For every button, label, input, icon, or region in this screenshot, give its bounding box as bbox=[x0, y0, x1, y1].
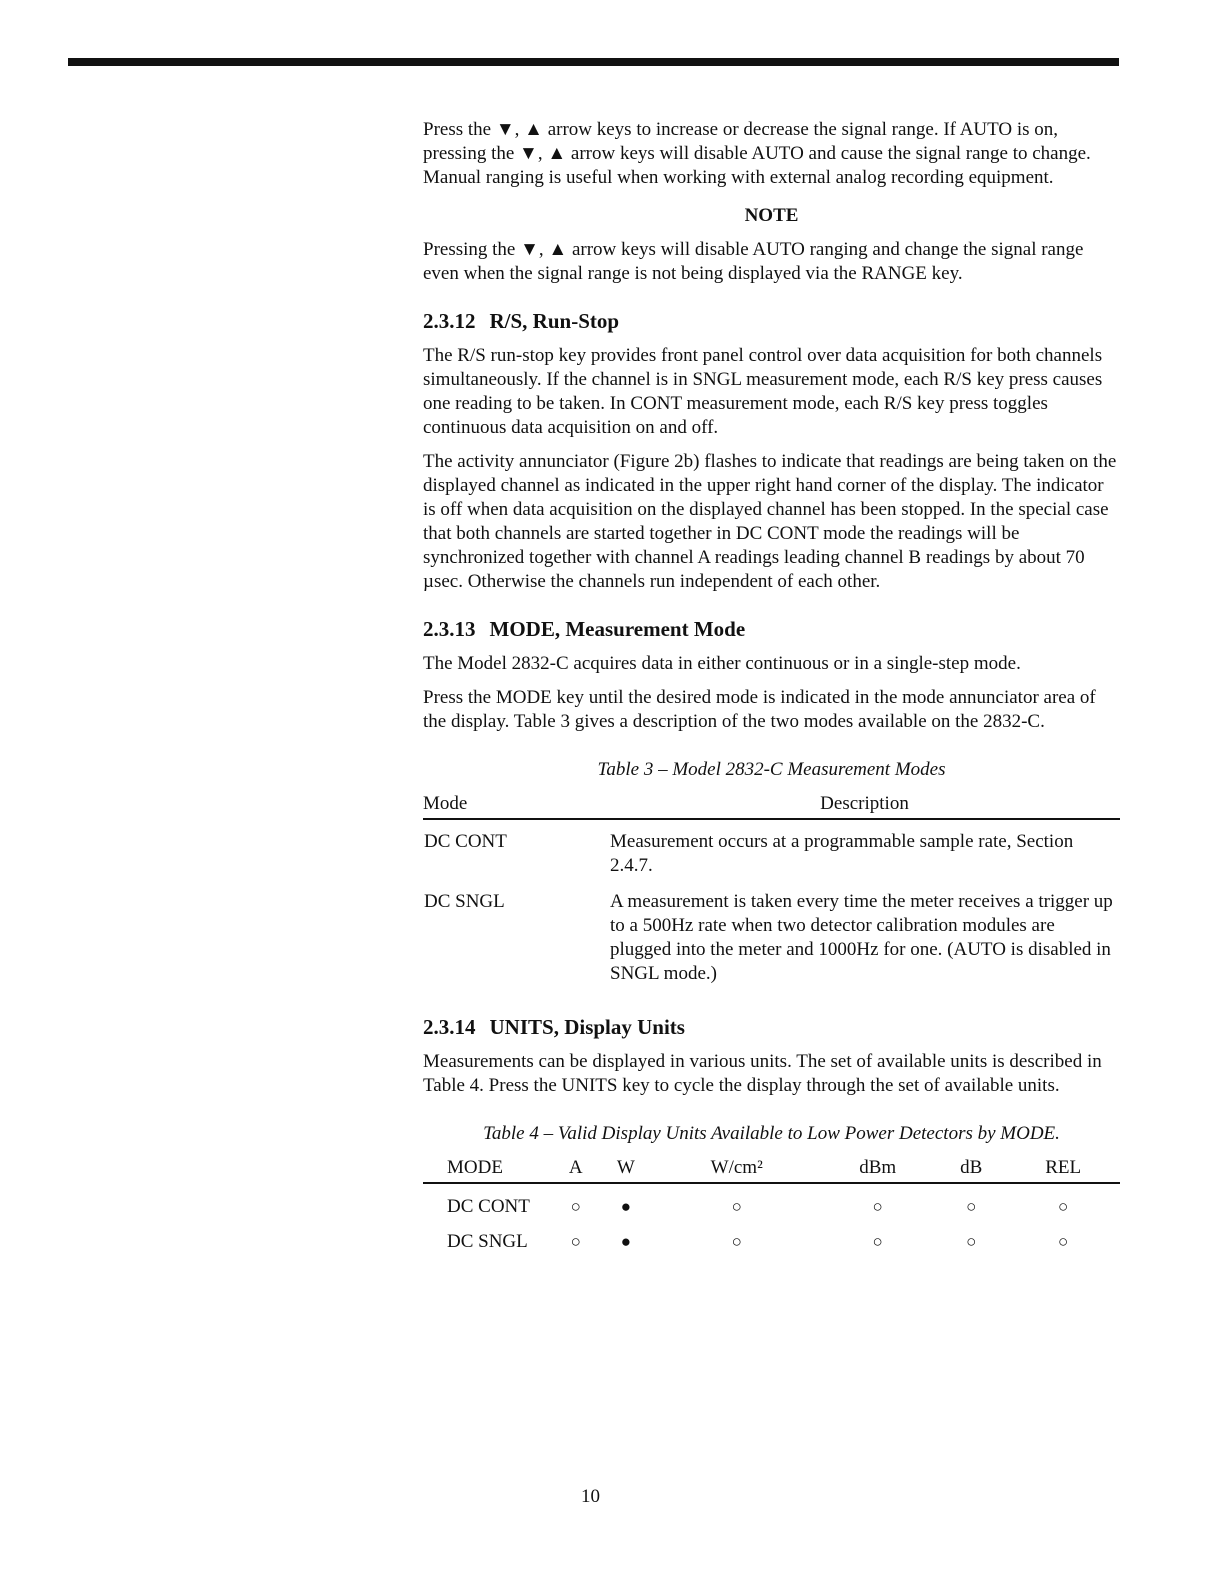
measurement-modes-table bbox=[423, 792, 1120, 988]
table-row bbox=[423, 819, 1120, 880]
display-units-table bbox=[423, 1156, 1120, 1254]
table-3-caption: Table 3 – Model 2832-C Measurement Modes bbox=[597, 759, 946, 780]
mode-cell: DC CONT bbox=[447, 1196, 530, 1217]
availability-mark: ○ bbox=[731, 1197, 742, 1216]
availability-mark: ○ bbox=[966, 1197, 977, 1216]
availability-mark: ○ bbox=[731, 1232, 742, 1251]
table-row bbox=[423, 1219, 1120, 1254]
availability-mark: ○ bbox=[570, 1232, 581, 1251]
section-title: MODE, Measurement Mode bbox=[489, 617, 746, 641]
description-cell: A measurement is taken every time the meter receives a trigger up to a 500Hz rate when two detector calibration modules are plugged into the meter and 1000Hz for one. (AUTO is disabled in SNGL mode.) bbox=[610, 891, 1113, 984]
table-row bbox=[423, 880, 1120, 988]
column-header-dbm: dBm bbox=[819, 1156, 936, 1183]
section-number: 2.3.14 bbox=[423, 1015, 476, 1039]
availability-mark: ○ bbox=[570, 1197, 581, 1216]
column-header-rel: REL bbox=[1006, 1156, 1120, 1183]
note-text: Pressing the ▼, ▲ arrow keys will disable AUTO ranging and change the signal range even when the signal range is not being displayed via the RANGE key. bbox=[423, 239, 1084, 284]
availability-mark: ● bbox=[620, 1232, 631, 1251]
column-header-w: W bbox=[597, 1156, 654, 1183]
page-content bbox=[423, 118, 1120, 1254]
table-header-row bbox=[423, 792, 1120, 819]
section-number: 2.3.13 bbox=[423, 617, 476, 641]
section-number: 2.3.12 bbox=[423, 309, 476, 333]
table-4-caption: Table 4 – Valid Display Units Available to Low Power Detectors by MODE. bbox=[483, 1123, 1060, 1144]
availability-mark: ○ bbox=[966, 1232, 977, 1251]
mode-cell: DC SNGL bbox=[424, 891, 505, 912]
paragraph: Measurements can be displayed in various units. The set of available units is described in Table 4. Press the UNITS key to cycle the display through the set of available units. bbox=[423, 1051, 1102, 1096]
table-row bbox=[423, 1183, 1120, 1219]
availability-mark: ○ bbox=[1058, 1197, 1069, 1216]
description-cell: Measurement occurs at a programmable sample rate, Section 2.4.7. bbox=[610, 831, 1074, 876]
section-heading-2-3-14 bbox=[423, 1014, 1120, 1040]
column-header-w-cm2: W/cm² bbox=[654, 1156, 819, 1183]
section-title: UNITS, Display Units bbox=[489, 1015, 685, 1039]
column-header-mode: MODE bbox=[423, 1156, 554, 1183]
paragraph: Press the MODE key until the desired mode is indicated in the mode annunciator area of the display. Table 3 gives a description of the two modes available on the 2832-C. bbox=[423, 687, 1096, 732]
intro-paragraph: Press the ▼, ▲ arrow keys to increase or decrease the signal range. If AUTO is on, pressing the ▼, ▲ arrow keys will disable AUTO and cause the signal range to change. Manual ranging is useful when working with external analog recording equipment. bbox=[423, 119, 1091, 188]
table-header-row bbox=[423, 1156, 1120, 1183]
mode-cell: DC CONT bbox=[424, 831, 507, 852]
availability-mark: ● bbox=[620, 1197, 631, 1216]
paragraph: The R/S run-stop key provides front panel control over data acquisition for both channels simultaneously. If the channel is in SNGL measurement mode, each R/S key press causes one reading to be taken. In CONT measurement mode, each R/S key press toggles continuous data acquisition on and off. bbox=[423, 345, 1103, 438]
paragraph: The Model 2832-C acquires data in either continuous or in a single-step mode. bbox=[423, 653, 1021, 674]
column-header-a: A bbox=[554, 1156, 597, 1183]
section-heading-2-3-12 bbox=[423, 308, 1120, 334]
mode-cell: DC SNGL bbox=[447, 1231, 528, 1252]
column-header-mode: Mode bbox=[423, 792, 609, 819]
column-header-db: dB bbox=[936, 1156, 1006, 1183]
availability-mark: ○ bbox=[872, 1197, 883, 1216]
availability-mark: ○ bbox=[1058, 1232, 1069, 1251]
column-header-description: Description bbox=[609, 792, 1120, 819]
note-title: NOTE bbox=[744, 205, 799, 226]
availability-mark: ○ bbox=[872, 1232, 883, 1251]
top-rule bbox=[68, 58, 1119, 66]
section-title: R/S, Run-Stop bbox=[489, 309, 620, 333]
page-number: 10 bbox=[581, 1486, 600, 1507]
paragraph: The activity annunciator (Figure 2b) flashes to indicate that readings are being taken on the displayed channel as indicated in the upper right hand corner of the display. The indicator is off when data acquisition on the displayed channel has been stopped. In the special case that both channels are started together in DC CONT mode the readings will be synchronized together with channel A readings leading channel B readings by about 70 µsec. Otherwise the channels run independent of each other. bbox=[423, 451, 1117, 592]
section-heading-2-3-13 bbox=[423, 616, 1120, 642]
